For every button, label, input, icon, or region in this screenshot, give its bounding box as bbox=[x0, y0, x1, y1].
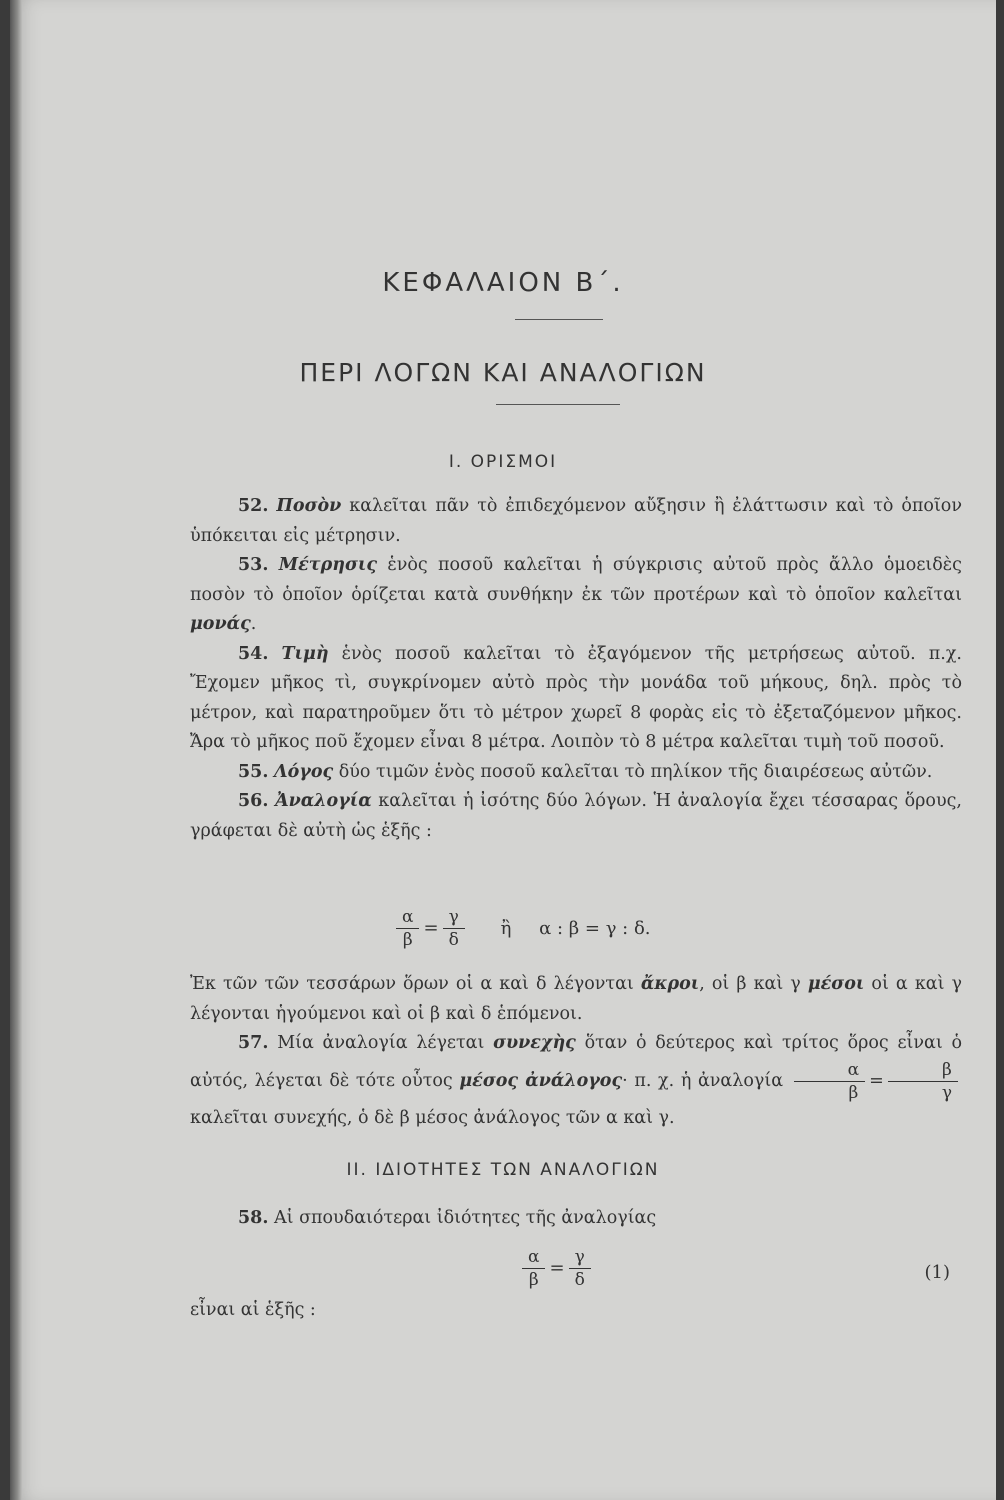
fraction-gamma-delta: $\frac{\gamma}{\delta}$ bbox=[569, 1246, 591, 1291]
paragraph-55: 55. Λόγος δύο τιμῶν ἑνὸς ποσοῦ καλεῖται τὸ πηλίκον τῆς διαιρέσεως αὐτῶν. bbox=[238, 761, 933, 782]
definitions-body bbox=[190, 492, 962, 846]
paragraph-57: 57. Μία ἀναλογία λέγεται συνεχὴς ὅταν ὁ δεύτερος καὶ τρίτος ὅρος εἶναι ὁ αὐτός, λέγεται δὲ τότε οὗτος μέσος ἀνάλογος· π. χ. ἡ ἀναλογία $\frac{\alpha}{\beta}$ = $\frac{\beta}{\gamma}$ καλεῖται συνεχής, ὁ δὲ β μέσος ἀνάλογος τῶν α καὶ γ. bbox=[190, 1033, 962, 1128]
section-heading-properties: ΙΙ. ΙΔΙΟΤΗΤΕΣ ΤΩΝ ΑΝΑΛΟΓΙΩΝ bbox=[346, 1160, 660, 1180]
paragraph-53: 53. Μέτρησις ἑνὸς ποσοῦ καλεῖται ἡ σύγκρισις αὐτοῦ πρὸς ἄλλο ὁμοειδὲς ποσὸν τὸ ὁποῖον ὁρίζεται κατὰ συνθήκην ἐκ τῶν προτέρων καὶ τὸ ὁποῖον καλεῖται μονάς. bbox=[190, 555, 962, 634]
page-binding-edge bbox=[10, 0, 22, 1500]
book-page bbox=[10, 0, 996, 1500]
chapter-title: ΠΕΡΙ ΛΟΓΩΝ ΚΑΙ ΑΝΑΛΟΓΙΩΝ bbox=[299, 358, 707, 387]
proportion-formula-1: $\frac{\alpha}{\beta}$ = $\frac{\gamma}{\delta}$ bbox=[518, 1246, 595, 1291]
paragraph-52: 52. Ποσὸν καλεῖται πᾶν τὸ ἐπιδεχόμενον αὔξησιν ἢ ἐλάττωσιν καὶ τὸ ὁποῖον ὑπόκειται εἰς μέτρησιν. bbox=[190, 496, 962, 546]
chapter-heading: ΚΕΦΑΛΑΙΟΝ Β΄. bbox=[382, 268, 624, 298]
paragraph-56-terms: Ἐκ τῶν τῶν τεσσάρων ὅρων οἱ α καὶ δ λέγονται ἄκροι, οἱ β καὶ γ μέσοι οἱ α καὶ γ λέγονται ἡγούμενοι καὶ οἱ β καὶ δ ἑπόμενοι. bbox=[190, 974, 962, 1024]
paragraph-56: 56. Ἀναλογία καλεῖται ἡ ἰσότης δύο λόγων. Ἡ ἀναλογία ἔχει τέσσαρας ὅρους, γράφεται δὲ αὐτὴ ὡς ἑξῆς : bbox=[190, 791, 962, 841]
fraction-alpha-beta: $\frac{\alpha}{\beta}$ bbox=[522, 1246, 545, 1291]
fraction-alpha-beta: $\frac{\alpha}{\beta}$ bbox=[794, 1059, 865, 1104]
paragraph-58: 58. Αἱ σπουδαιότεραι ἰδιότητες τῆς ἀναλογίας bbox=[238, 1208, 657, 1228]
equation-number: (1) bbox=[924, 1262, 950, 1283]
proportion-formula: $\frac{\alpha}{\beta}$ = $\frac{\gamma}{\delta}$ ἢ α : β = γ : δ. bbox=[392, 906, 651, 951]
fraction-gamma-delta: $\frac{\gamma}{\delta}$ bbox=[443, 906, 465, 951]
fraction-alpha-beta: $\frac{\alpha}{\beta}$ bbox=[396, 906, 419, 951]
properties-body bbox=[190, 1204, 962, 1234]
section-heading-definitions: Ι. ΟΡΙΣΜΟΙ bbox=[448, 452, 558, 472]
divider-rule bbox=[515, 319, 603, 320]
fraction-beta-gamma: $\frac{\beta}{\gamma}$ bbox=[888, 1059, 958, 1104]
properties-body-continued bbox=[190, 1296, 962, 1326]
paragraph-58-continued: εἶναι αἱ ἑξῆς : bbox=[190, 1300, 316, 1320]
paragraph-54: 54. Τιμὴ ἑνὸς ποσοῦ καλεῖται τὸ ἐξαγόμενον τῆς μετρήσεως αὐτοῦ. π.χ. Ἔχομεν μῆκος τὶ, συγκρίνομεν αὐτὸ πρὸς τὴν μονάδα τοῦ μήκους, δηλ. πρὸς τὸ μέτρον, καὶ παρατηροῦμεν ὅτι τὸ μέτρον χωρεῖ 8 φορὰς εἰς τὸ ἐξεταζόμενον μῆκος. Ἄρα τὸ μῆκος ποῦ ἔχομεν εἶναι 8 μέτρα. Λοιπὸν τὸ 8 μέτρα καλεῖται τιμὴ τοῦ ποσοῦ. bbox=[190, 643, 962, 752]
terms-body bbox=[190, 970, 962, 1133]
divider-rule bbox=[496, 404, 620, 405]
